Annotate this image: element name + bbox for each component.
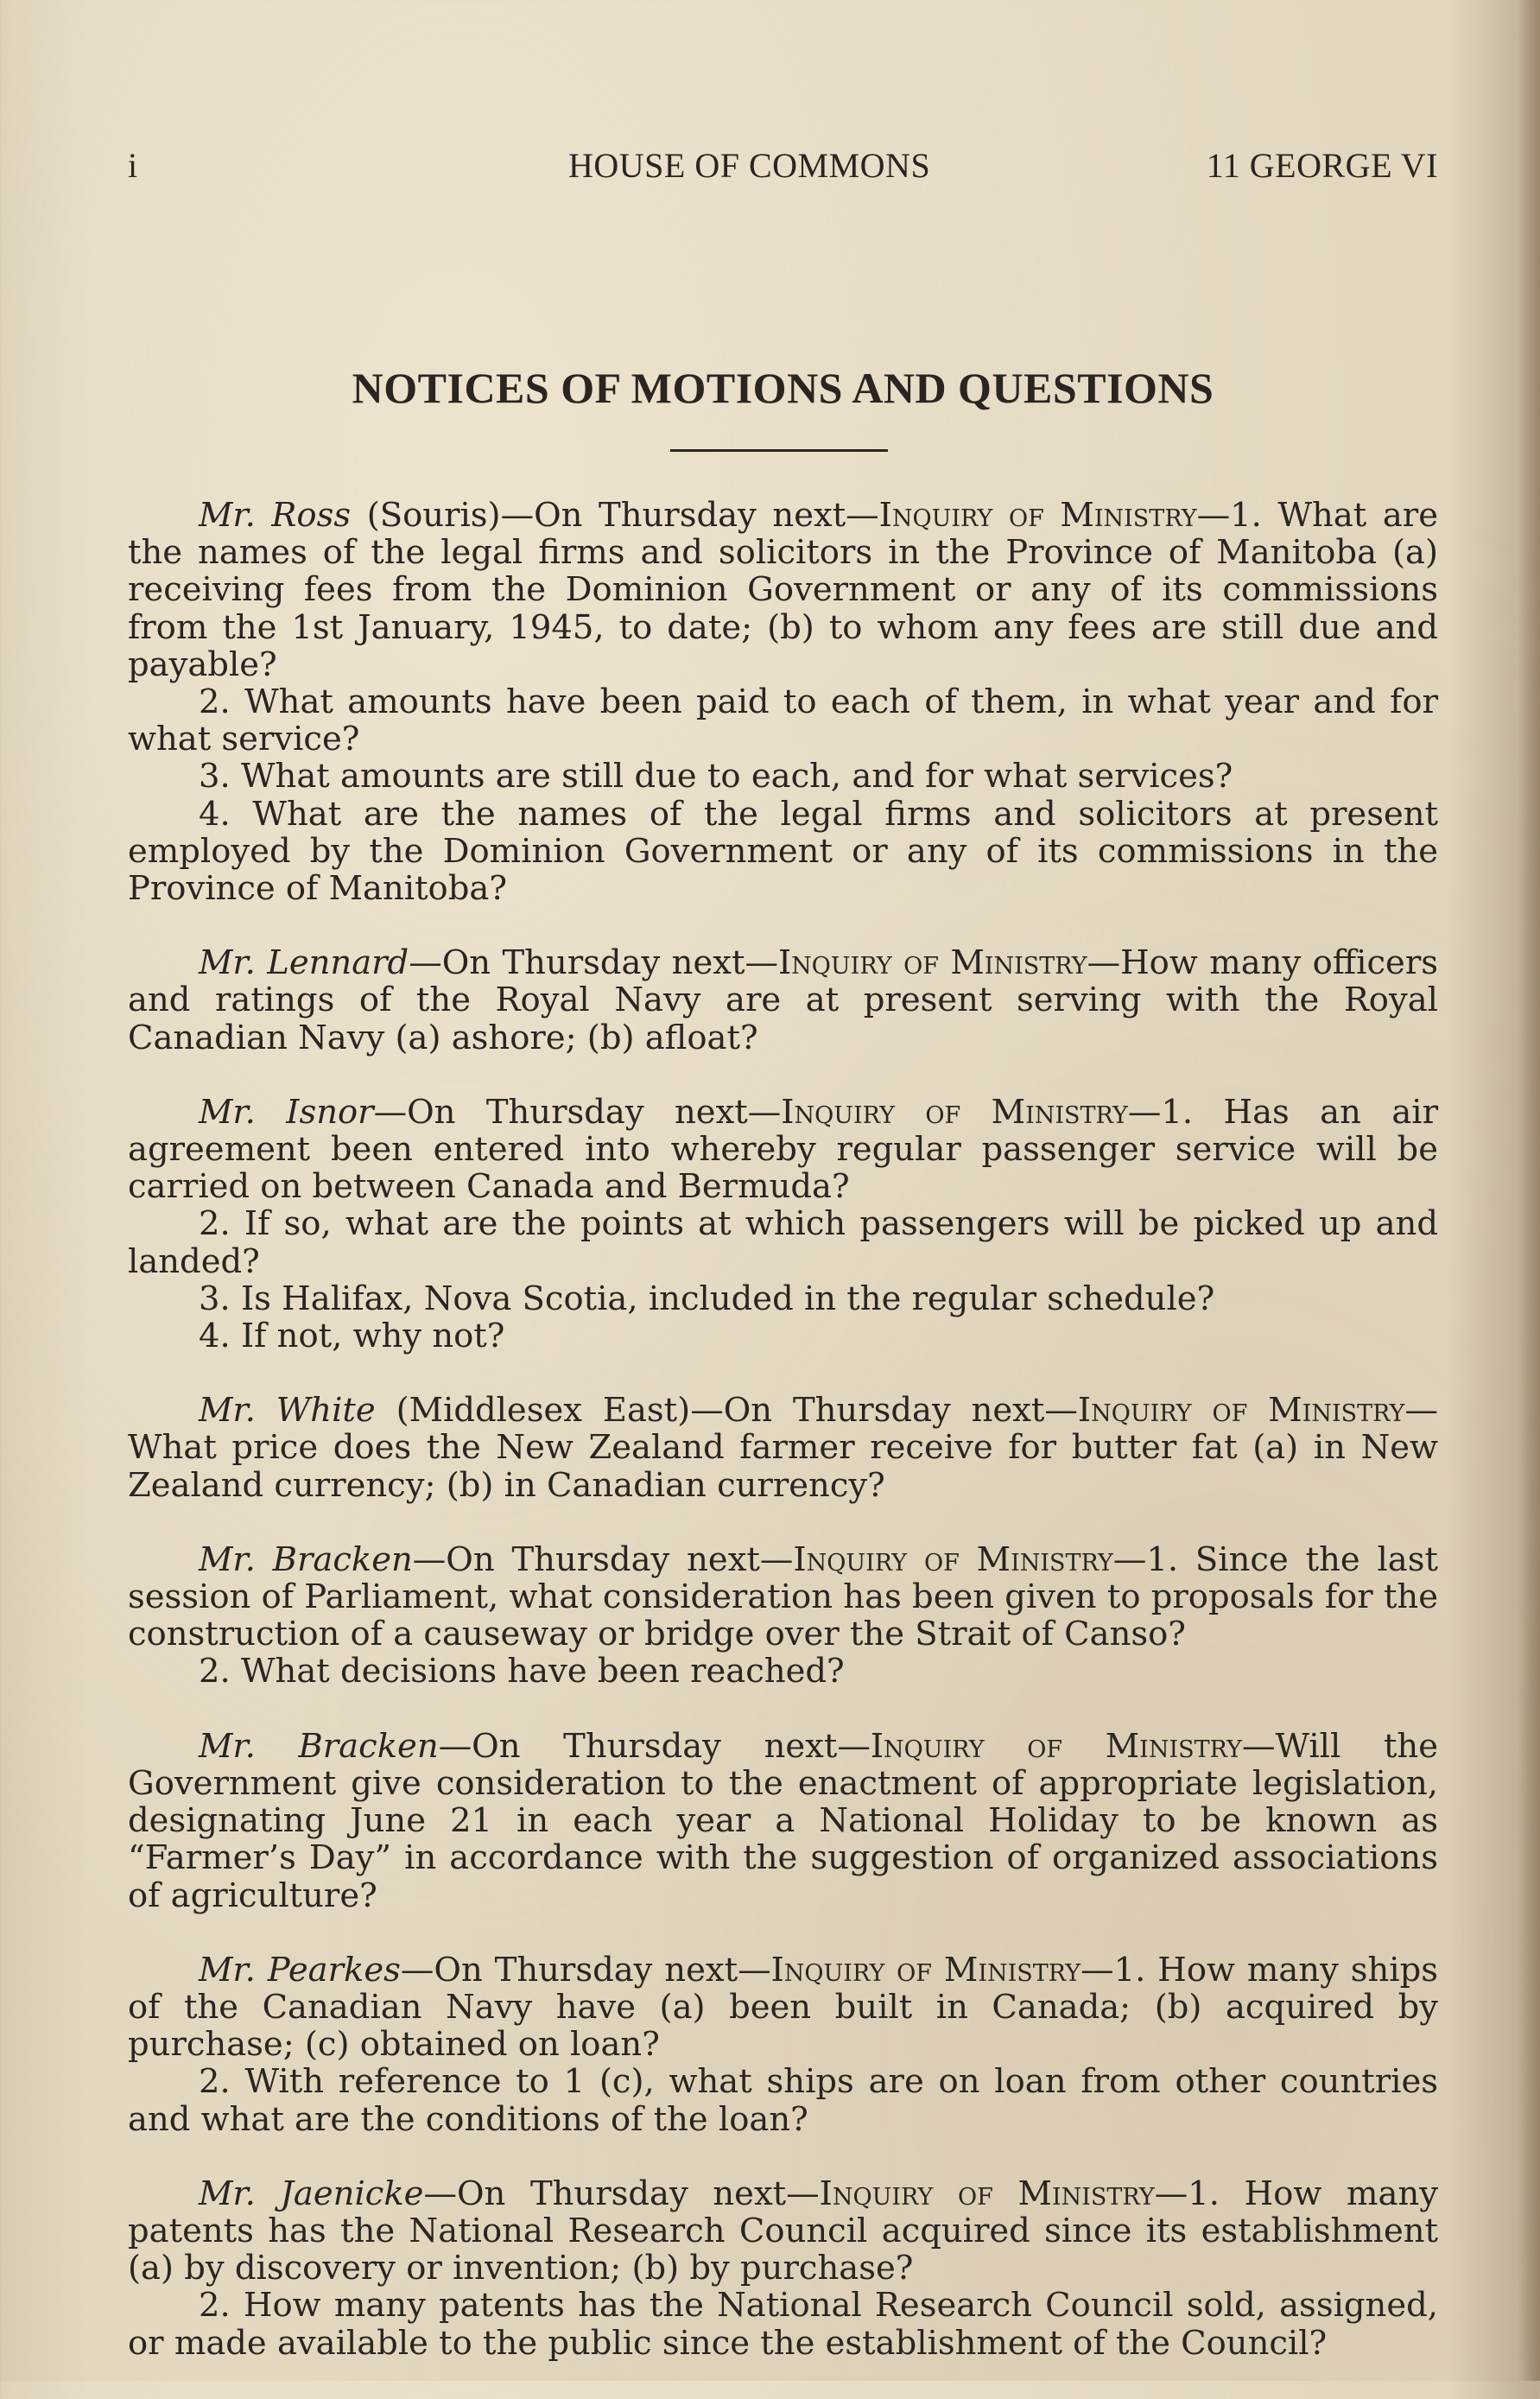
notice-timing: —On Thursday next— — [409, 943, 778, 983]
inquiry-label: Inquiry of Ministry — [781, 1092, 1128, 1132]
notice-item — [128, 1392, 1438, 1504]
constituency: (Middlesex East) — [375, 1391, 691, 1431]
notice-opening — [128, 1952, 1438, 2064]
document-page — [128, 130, 1439, 2363]
notice-timing: —On Thursday next— — [373, 1092, 782, 1132]
member-name: Mr. Bracken — [199, 1539, 413, 1579]
question-text: —What price does the New Zealand farmer receive for butter fat (a) in New Zealand currency; (b) in Canadian currency? — [128, 1391, 1438, 1505]
notice-timing: —On Thursday next— — [412, 1539, 794, 1579]
notice-opening — [128, 1541, 1438, 1653]
inquiry-label: Inquiry of Ministry — [777, 943, 1087, 983]
member-name: Mr. Ross — [199, 496, 352, 535]
question-paragraph: 4. If not, why not? — [199, 1317, 505, 1356]
heading-divider — [670, 449, 888, 452]
member-name: Mr. Isnor — [199, 1092, 374, 1132]
question-paragraph: 2. How many patents has the National Research Council sold, assigned, or made available to the public since the establishment of the Council? — [128, 2286, 1438, 2363]
member-name: Mr. White — [199, 1391, 376, 1431]
notice-item — [128, 1094, 1438, 1355]
inquiry-label: Inquiry of Ministry — [1077, 1391, 1405, 1431]
question-text: —1. Since the last session of Parliament, what consideration has been given to proposals for the construction of a causeway or bridge over the Strait of Canso? — [128, 1539, 1438, 1654]
question-paragraph: 2. If so, what are the points at which passengers will be picked up and landed? — [128, 1204, 1438, 1281]
notice-item — [128, 1728, 1438, 1914]
notice-item — [128, 944, 1438, 1057]
notice-timing: —On Thursday next— — [690, 1391, 1078, 1431]
regnal-year: 11 GEORGE VI — [1206, 146, 1438, 185]
question-text: —1. What are the names of the legal firms and solicitors in the Province of Manitoba (a) receiving fees from the Dominion Government or any of its commissions from the 1st January, 1945, to date; (b) to whom any fees are still due and payable? — [128, 496, 1438, 684]
member-name: Mr. Bracken — [199, 1726, 439, 1766]
notice-opening — [128, 1094, 1438, 1206]
constituency: (Souris) — [351, 496, 501, 535]
member-name: Mr. Jaenicke — [199, 2174, 424, 2213]
notice-timing: —On Thursday next— — [423, 2174, 820, 2213]
notice-timing: —On Thursday next— — [500, 496, 879, 535]
section-heading: NOTICES OF MOTIONS AND QUESTIONS — [352, 364, 1214, 412]
question-paragraph: 3. Is Halifax, Nova Scotia, included in the regular schedule? — [199, 1279, 1215, 1318]
inquiry-label: Inquiry of Ministry — [793, 1539, 1113, 1579]
question-text: —1. Has an air agreement been entered into whereby regular passenger service will be carried on between Canada and Bermuda? — [128, 1092, 1439, 1207]
notice-item — [128, 497, 1438, 907]
inquiry-label: Inquiry of Ministry — [770, 1950, 1081, 1990]
notice-opening — [128, 1728, 1438, 1914]
question-text: —1. How many patents has the National Research Council acquired since its establishment (a) by discovery or invention; (b) by purchase? — [128, 2174, 1438, 2288]
notice-opening — [128, 944, 1438, 1057]
notice-item — [128, 1541, 1438, 1691]
inquiry-label: Inquiry of Ministry — [870, 1726, 1242, 1766]
page-folio: i — [128, 146, 138, 185]
question-paragraph: 4. What are the names of the legal firms and solicitors at present employed by the Dominion Government or any of its commissions in the Province of Manitoba? — [128, 794, 1438, 909]
running-head-title: HOUSE OF COMMONS — [568, 146, 931, 185]
notice-opening — [128, 2175, 1438, 2288]
member-name: Mr. Pearkes — [199, 1950, 401, 1990]
inquiry-label: Inquiry of Ministry — [819, 2174, 1155, 2213]
notice-timing: —On Thursday next— — [438, 1726, 871, 1766]
notices-list — [128, 497, 1438, 2399]
question-paragraph: 2. With reference to 1 (c), what ships are on loan from other countries and what are the conditions of the loan? — [128, 2062, 1438, 2139]
question-text: —Will the Government give consideration to the enactment of appropriate legislation, designating June 21 in each year a National Holiday to be known as “Farmer’s Day” in accordance with the suggestion of organized associations of agriculture? — [128, 1726, 1438, 1915]
notice-item — [128, 1952, 1438, 2138]
notice-timing: —On Thursday next— — [400, 1950, 771, 1990]
page-edge-shadow — [1518, 0, 1540, 2381]
question-paragraph: 3. What amounts are still due to each, and for what services? — [199, 757, 1233, 796]
notice-opening — [128, 1392, 1438, 1504]
inquiry-label: Inquiry of Ministry — [878, 496, 1197, 535]
question-text: —1. How many ships of the Canadian Navy have (a) been built in Canada; (b) acquired by purchase; (c) obtained on loan? — [128, 1950, 1438, 2065]
member-name: Mr. Lennard — [199, 943, 409, 983]
question-text: —How many officers and ratings of the Royal Navy are at present serving with the Royal Canadian Navy (a) ashore; (b) afloat? — [128, 943, 1438, 1057]
question-paragraph: 2. What decisions have been reached? — [199, 1652, 845, 1691]
notice-opening — [128, 497, 1438, 683]
question-paragraph: 2. What amounts have been paid to each of them, in what year and for what service? — [128, 682, 1438, 759]
running-head — [128, 130, 1438, 185]
notice-item — [128, 2175, 1438, 2362]
